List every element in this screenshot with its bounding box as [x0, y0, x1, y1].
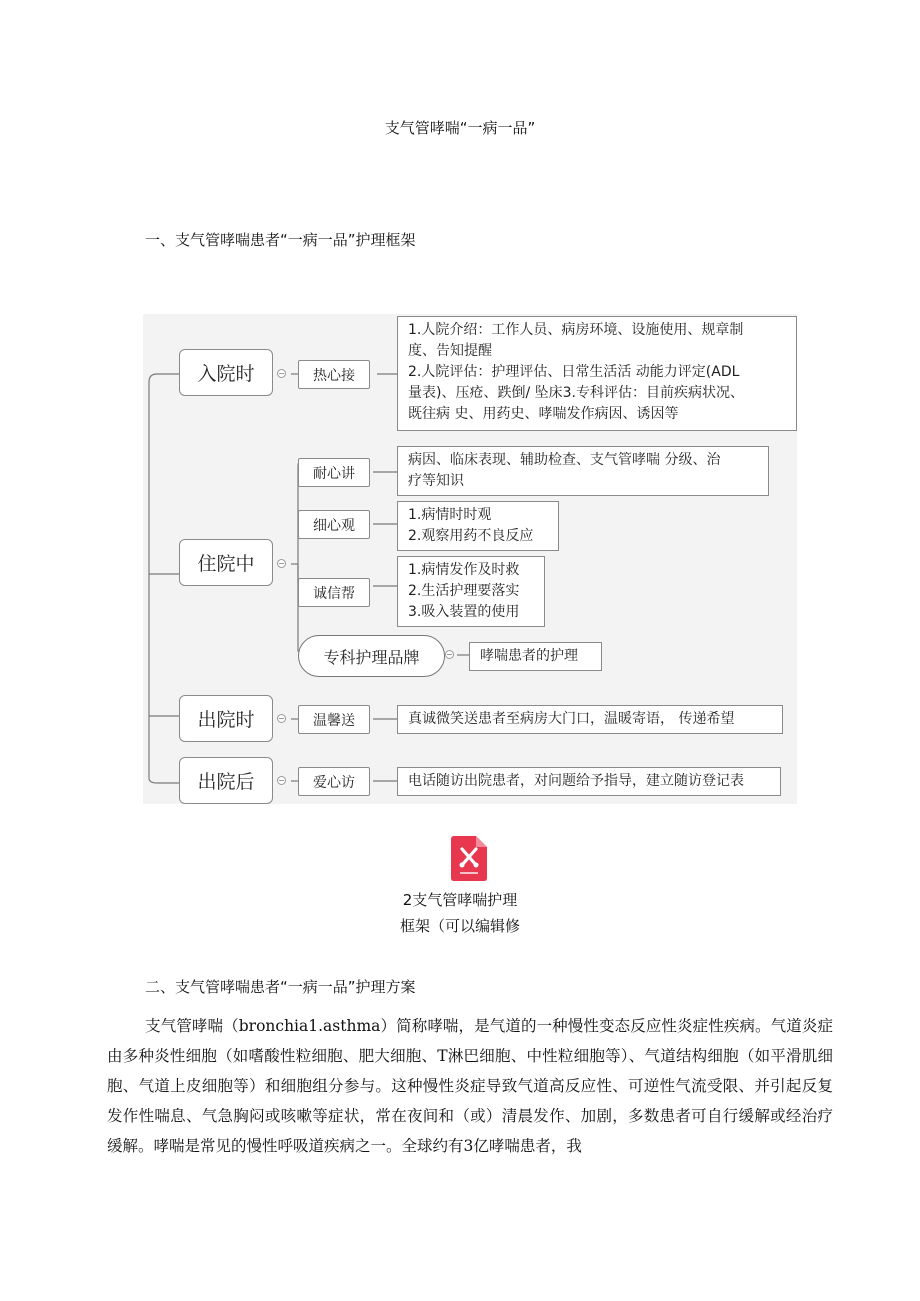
detail-line: 既往病 史、用药史、哮喘发作病因、诱因等 [408, 406, 679, 422]
section-heading-plan: 二、支气管哮喘患者“一病一品”护理方案 [145, 978, 416, 996]
collapse-icon [277, 369, 286, 378]
document-title: 支气管哮喘“一病一品” [384, 119, 536, 137]
detail-line: 度、告知提醒 [408, 343, 492, 359]
action-specialty-brand: 专科护理品牌 [298, 635, 445, 677]
attachment-caption-line2[interactable]: 框架（可以编辑修 [399, 917, 520, 935]
stage-post-discharge: 出院后 [179, 757, 273, 804]
stage-inpatient: 住院中 [179, 539, 273, 586]
detail-line: 电话随访出院患者，对问题给予指导，建立随访登记表 [408, 773, 744, 789]
action-careful-observe: 细心观 [298, 510, 370, 539]
detail-line: 3.吸入装置的使用 [408, 604, 520, 620]
detail-line: 疗等知识 [408, 473, 464, 489]
stage-admission: 入院时 [179, 349, 273, 396]
detail-warm-reception [397, 316, 797, 431]
detail-line: 病因、临床表现、辅助检查、支气管哮喘 分级、治 [408, 452, 721, 468]
section-heading-framework: 一、支气管哮喘患者“一病一品”护理框架 [145, 231, 416, 249]
stage-discharge: 出院时 [179, 695, 273, 742]
action-warm-sendoff: 温馨送 [298, 705, 370, 734]
detail-line: 量表)、压疮、跌倒/ 坠床3.专科评估：目前疾病状况、 [408, 385, 744, 401]
detail-line: 1.病情发作及时救 [408, 562, 520, 578]
action-honest-help: 诚信帮 [298, 578, 370, 607]
action-patient-explain: 耐心讲 [298, 458, 370, 487]
collapse-icon [277, 776, 286, 785]
action-caring-visit: 爱心访 [298, 767, 370, 796]
action-warm-reception: 热心接 [298, 360, 370, 389]
detail-line: 1.人院介绍：工作人员、病房环境、设施使用、规章制 [408, 322, 744, 338]
collapse-icon [445, 650, 454, 659]
detail-warm-sendoff [397, 705, 783, 734]
detail-line: 2.生活护理要落实 [408, 583, 520, 599]
collapse-icon [277, 559, 286, 568]
nursing-framework-mindmap [143, 314, 797, 804]
detail-line: 真诚微笑送患者至病房大门口，温暖寄语， 传递希望 [408, 711, 735, 727]
attachment-caption-line1[interactable]: 2支气管哮喘护理 [402, 891, 518, 909]
detail-line: 2.人院评估：护理评估、日常生活活 动能力评定(ADL [408, 364, 740, 380]
detail-line: 1.病情时时观 [408, 507, 492, 523]
detail-patient-explain [397, 446, 769, 496]
file-icon[interactable] [451, 836, 487, 881]
detail-line: 哮喘患者的护理 [480, 648, 578, 664]
detail-caring-visit [397, 767, 781, 796]
detail-specialty-brand [469, 642, 602, 671]
detail-honest-help [397, 556, 545, 627]
body-paragraph [107, 1011, 833, 1161]
body-paragraph-text: 支气管哮喘（bronchia1.asthma）简称哮喘，是气道的一种慢性变态反应性炎症性疾病。气道炎症由多种炎性细胞（如嗜酸性粒细胞、肥大细胞、T淋巴细胞、中性粒细胞等）、气道结构细胞（如平滑肌细胞、气道上皮细胞等）和细胞组分参与。这种慢性炎症导致气道高反应性、可逆性气流受限、并引起反复发作性喘息、气急胸闷或咳嗽等症状，常在夜间和（或）清晨发作、加剧，多数患者可自行缓解或经治疗缓解。哮喘是常见的慢性呼吸道疾病之一。全球约有3亿哮喘患者，我 [107, 1017, 833, 1155]
detail-careful-observe [397, 501, 559, 551]
collapse-icon [277, 714, 286, 723]
detail-line: 2.观察用药不良反应 [408, 528, 534, 544]
